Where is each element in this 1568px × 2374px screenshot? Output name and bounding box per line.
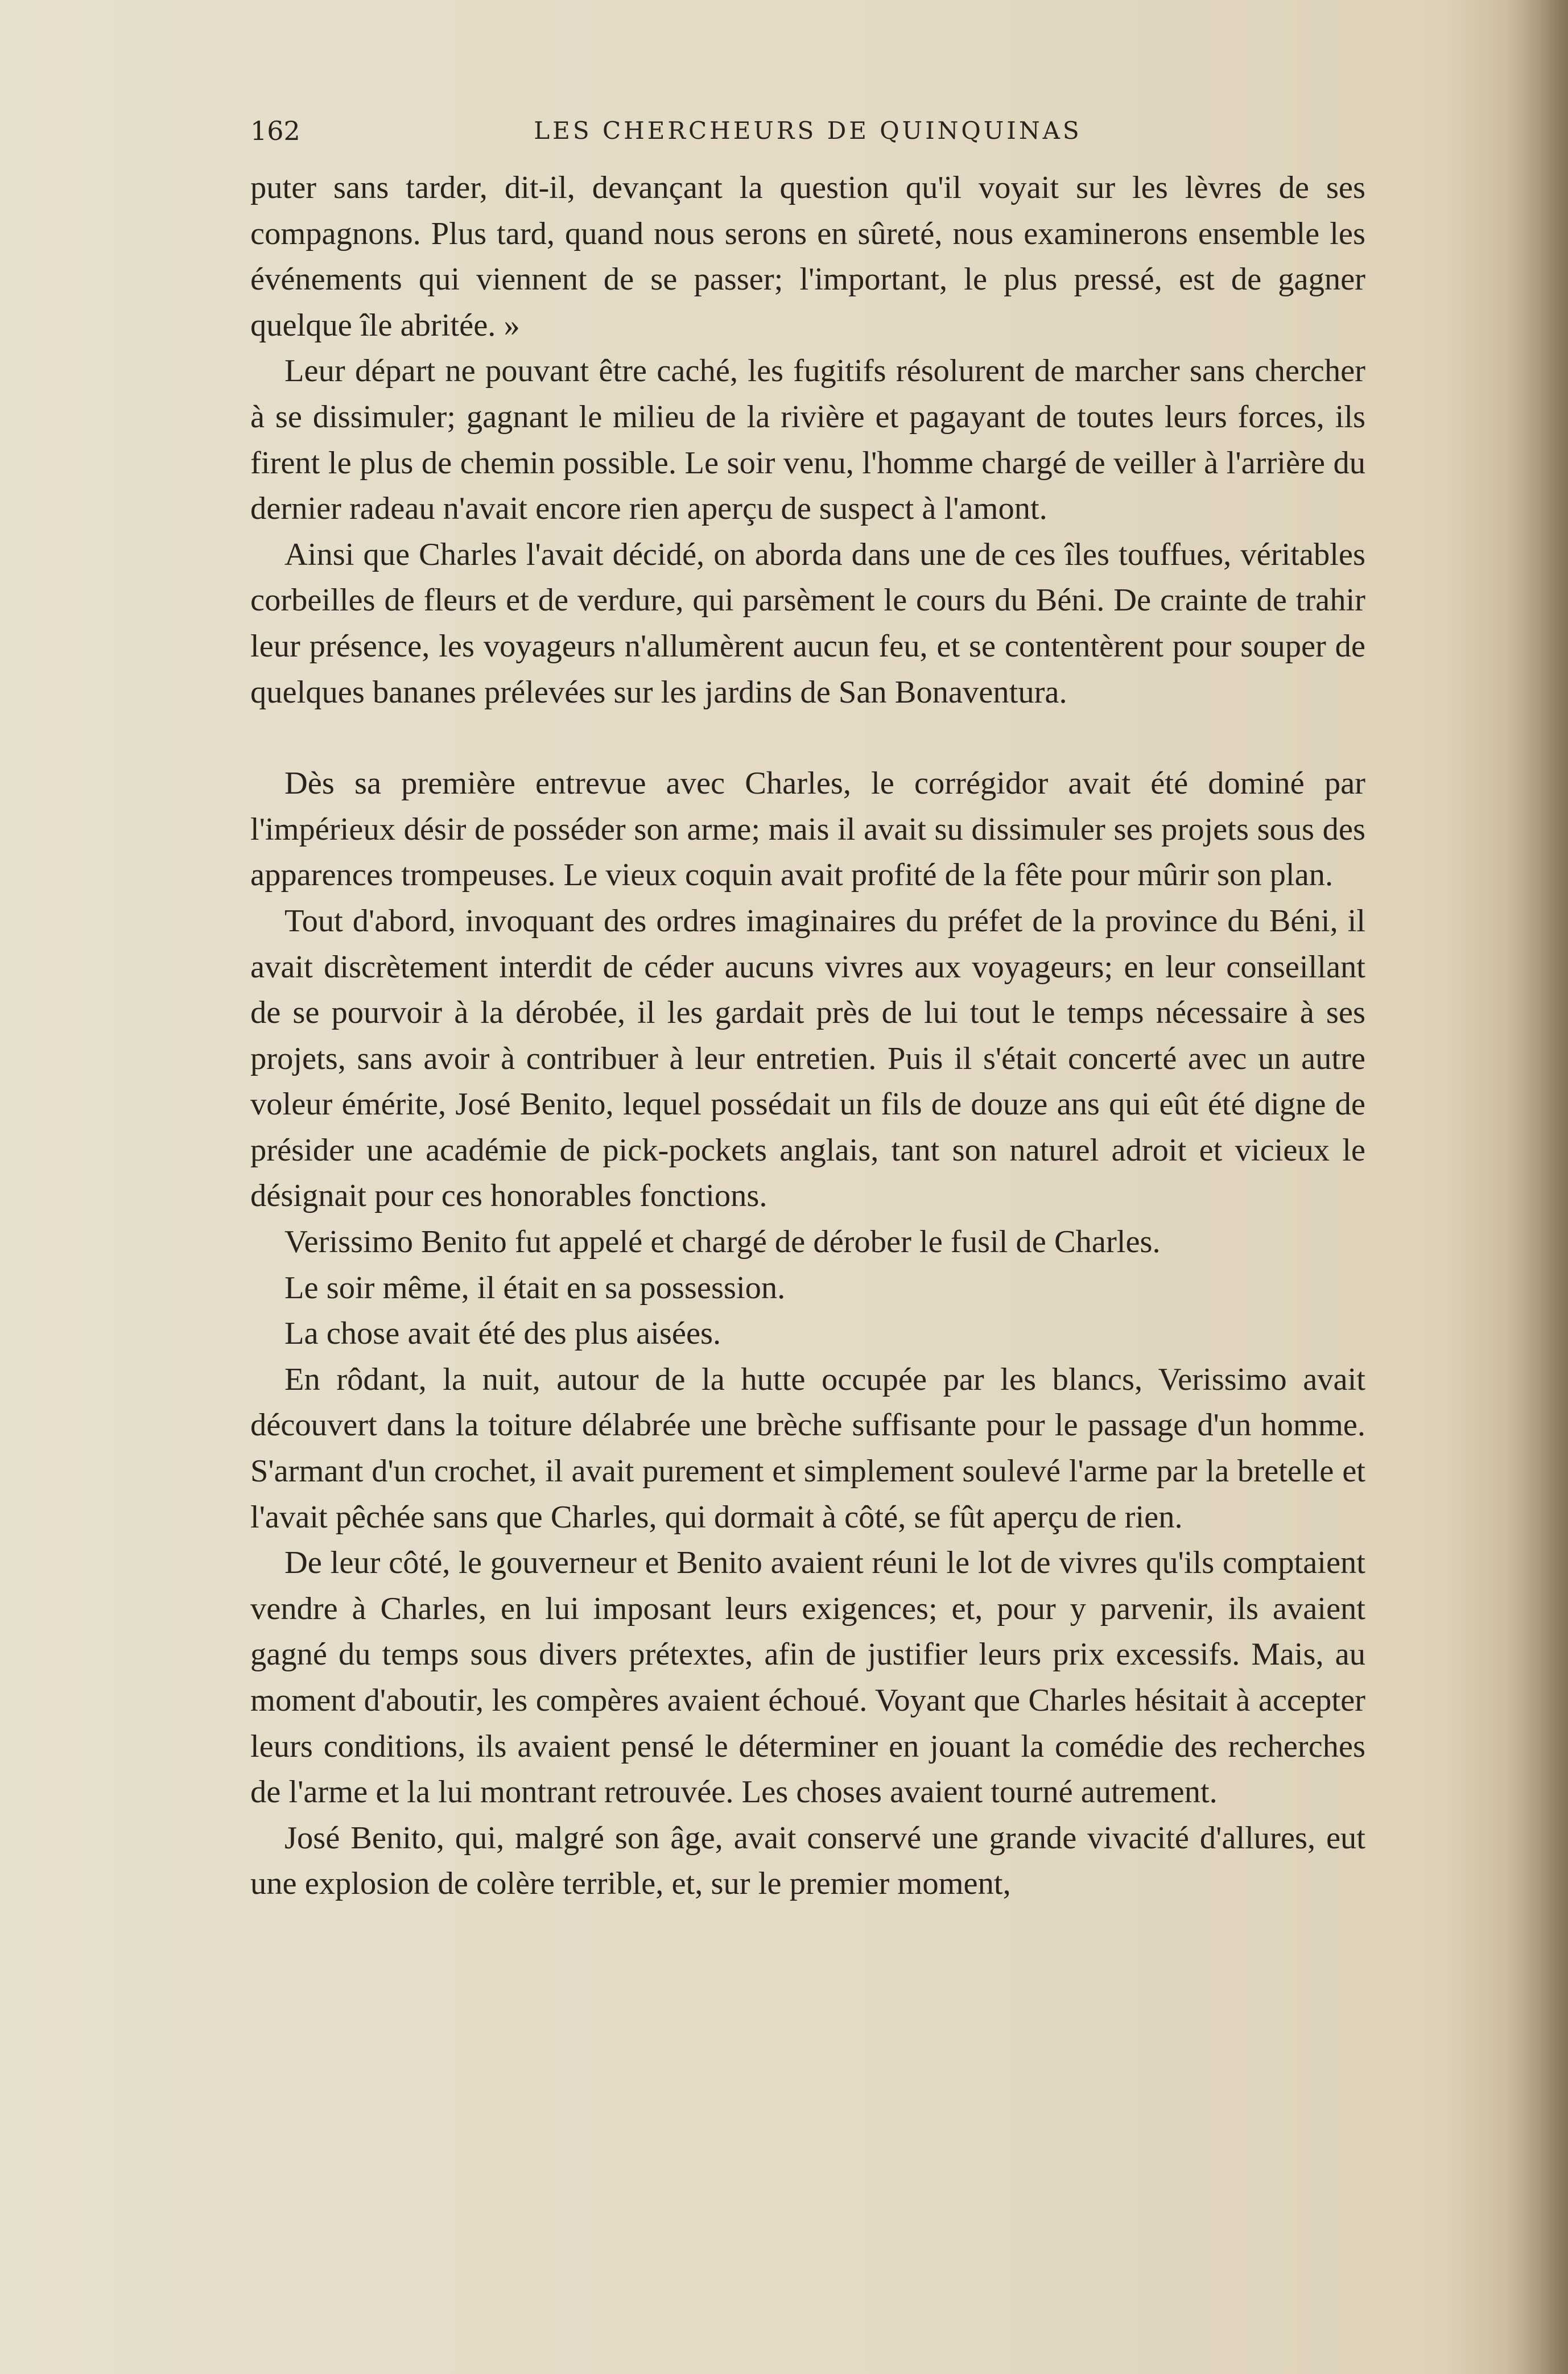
page-number: 162 [250,115,300,146]
paragraph: puter sans tarder, dit-il, devançant la question qu'il voyait sur les lèvres de ses compagnons. Plus tard, quand nous serons en sûreté, nous examinerons ensemble les événements qui viennent de se passer; l'important, le plus pressé, est de gagner quelque île abritée. » [250,170,1365,343]
paragraph: Tout d'abord, invoquant des ordres imaginaires du préfet de la province du Béni, il avait discrètement interdit de céder aucuns vivres aux voyageurs; en leur conseillant de se pourvoir à la dérobée, il les gardait près de lui tout le temps nécessaire à ses projets, sans avoir à contribuer à leur entretien. Puis il s'était concerté avec un autre voleur émérite, José Benito, lequel possédait un fils de douze ans qui eût été digne de présider une académie de pick-pockets anglais, tant son naturel adroit et vicieux le désignait pour ces honorables fonctions. [250,903,1365,1214]
body-text [250,165,1365,1907]
paragraph: La chose avait été des plus aisées. [284,1316,721,1352]
page-header [250,108,1365,154]
paragraph: En rôdant, la nuit, autour de la hutte occupée par les blancs, Verissimo avait découvert dans la toiture délabrée une brèche suffisante pour le passage d'un homme. S'armant d'un crochet, il avait purement et simplement soulevé l'arme par la bretelle et l'avait pêchée sans que Charles, qui dormait à côté, se fût aperçu de rien. [250,1361,1365,1535]
paragraph: De leur côté, le gouverneur et Benito avaient réuni le lot de vivres qu'ils comptaient vendre à Charles, en lui imposant leurs exigences; et, pour y parvenir, ils avaient gagné du temps sous divers prétextes, afin de justifier leurs prix excessifs. Mais, au moment d'aboutir, les compères avaient échoué. Voyant que Charles hésitait à accepter leurs conditions, ils avaient pensé le déterminer en jouant la comédie des recherches de l'arme et la lui montrant retrouvée. Les choses avaient tourné autrement. [250,1545,1365,1810]
paragraph: Ainsi que Charles l'avait décidé, on aborda dans une de ces îles touffues, véritables corbeilles de fleurs et de verdure, qui parsèment le cours du Béni. De crainte de trahir leur présence, les voyageurs n'allumèrent aucun feu, et se contentèrent pour souper de quelques bananes prélevées sur les jardins de San Bonaventura. [250,536,1365,710]
paragraph: José Benito, qui, malgré son âge, avait conservé une grande vivacité d'allures, eut une explosion de colère terrible, et, sur le premier moment, [250,1820,1365,1902]
paragraph: Le soir même, il était en sa possession. [284,1270,786,1306]
paragraph: Leur départ ne pouvant être caché, les fugitifs résolurent de marcher sans chercher à se dissimuler; gagnant le milieu de la rivière et pagayant de toutes leurs forces, ils firent le plus de chemin possible. Le soir venu, l'homme chargé de veiller à l'arrière du dernier radeau n'avait encore rien aperçu de suspect à l'amont. [250,353,1365,527]
running-title: LES CHERCHEURS DE QUINQUINAS [534,117,1082,144]
paragraph: Verissimo Benito fut appelé et chargé de dérober le fusil de Charles. [284,1224,1161,1260]
page-edge-shadow [1505,0,1568,2374]
paragraph: Dès sa première entrevue avec Charles, le corrégidor avait été dominé par l'impérieux désir de posséder son arme; mais il avait su dissimuler ses projets sous des apparences trompeuses. Le vieux coquin avait profité de la fête pour mûrir son plan. [250,766,1365,893]
